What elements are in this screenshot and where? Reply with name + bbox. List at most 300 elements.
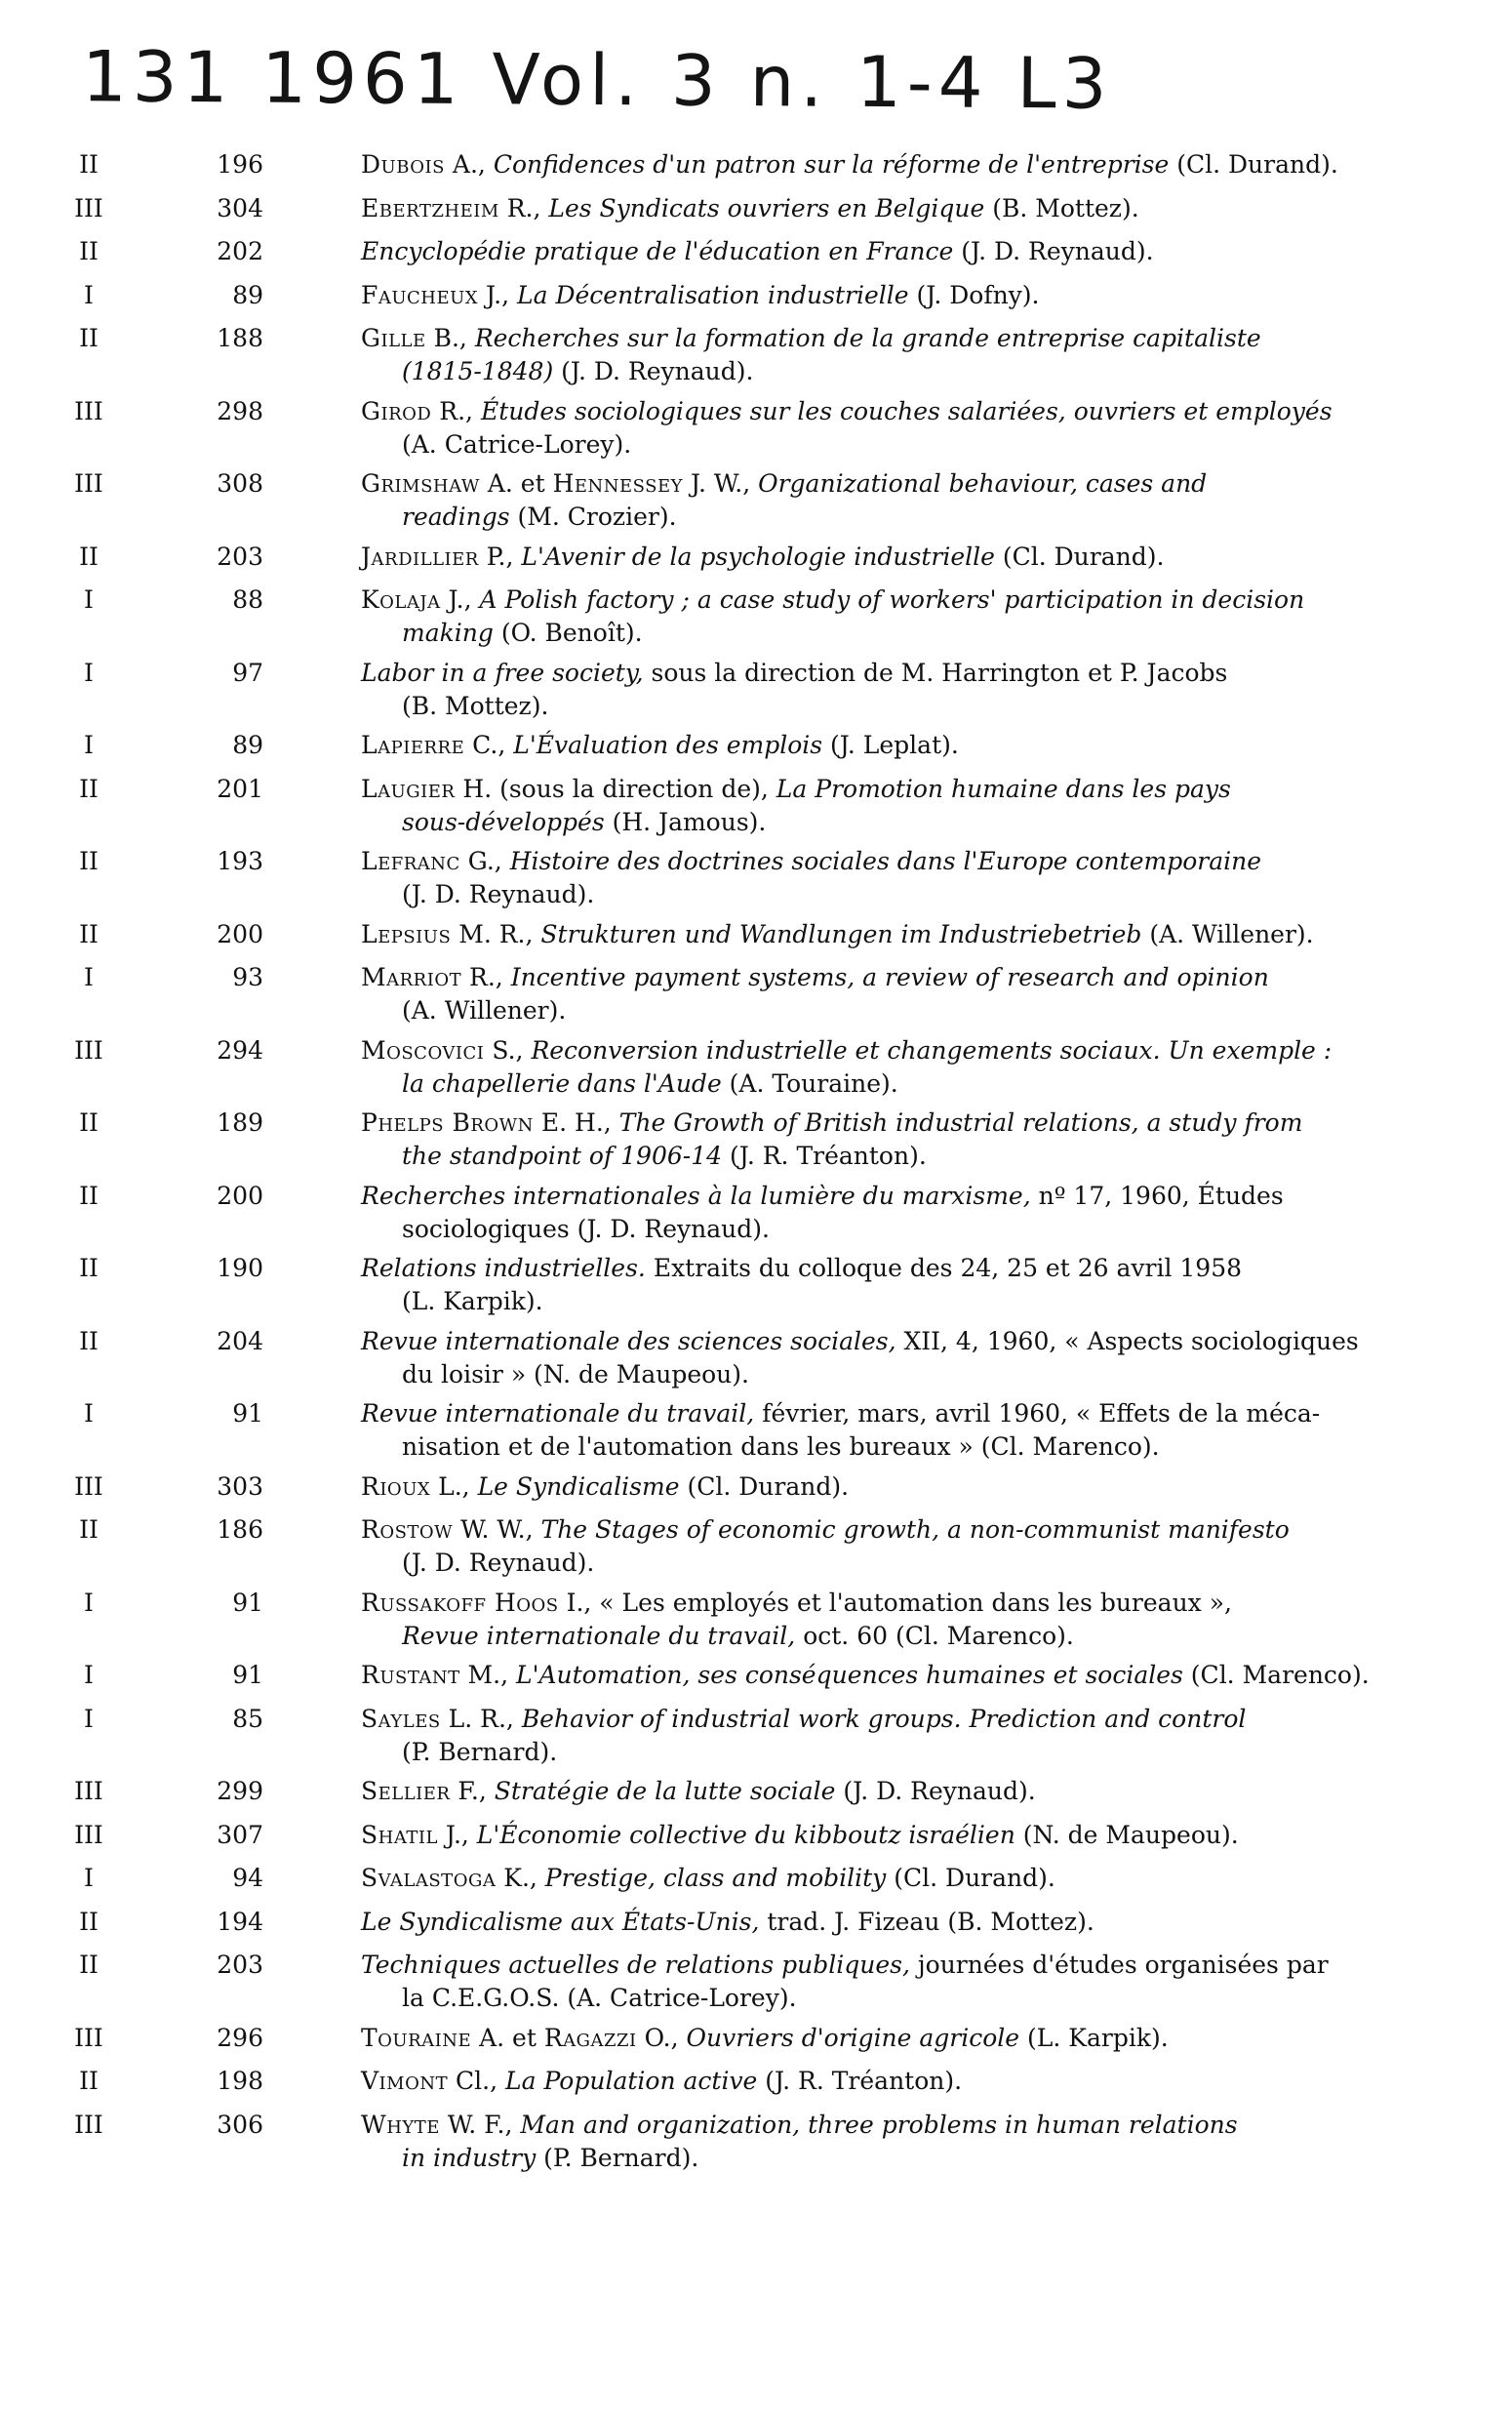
- reviewer: (H. Jamous).: [604, 807, 767, 836]
- entry-text: [361, 235, 1383, 268]
- list-item: [0, 1034, 1512, 1101]
- volume-number: I: [84, 1588, 94, 1617]
- reviewer: oct. 60 (Cl. Marenco).: [795, 1621, 1074, 1650]
- entry-text: [361, 1325, 1383, 1391]
- entry-line-1: [361, 1819, 1383, 1852]
- work-title: Encyclopédie pratique de l'éducation en France: [361, 237, 954, 265]
- volume-number: III: [74, 1035, 103, 1065]
- author-initials: R.,: [431, 396, 481, 425]
- entry-text: [361, 1513, 1383, 1580]
- list-item: [0, 1587, 1512, 1653]
- author-initials: O.,: [636, 2023, 687, 2052]
- work-title: Stratégie de la lutte sociale: [494, 1777, 836, 1805]
- entry-text: [361, 1034, 1383, 1101]
- list-item: [0, 235, 1512, 272]
- list-item: [0, 1862, 1512, 1899]
- list-item: [0, 1325, 1512, 1391]
- work-title: Reconversion industrielle et changements sociaux. Un exemple :: [531, 1035, 1333, 1065]
- entry-detail: (J. R. Tréanton).: [757, 2067, 963, 2095]
- page-number: 204: [217, 1326, 263, 1355]
- page-number: 307: [217, 1820, 263, 1849]
- work-title: making: [402, 619, 494, 647]
- volume-number: III: [74, 193, 103, 222]
- author-initials: L.,: [430, 1471, 478, 1501]
- entry-line-2: [361, 1285, 1383, 1318]
- work-title: sous-développés: [402, 807, 605, 836]
- entry-text: [361, 1180, 1383, 1246]
- entry-line-1: [361, 845, 1383, 878]
- entry-text: [361, 1659, 1383, 1692]
- entry-text: [361, 1862, 1383, 1895]
- author-initials: H. (sous la direction de),: [455, 774, 776, 803]
- author-initials: K.,: [496, 1864, 545, 1892]
- work-title: Ouvriers d'origine agricole: [686, 2023, 1020, 2052]
- reviewer: nisation et de l'automation dans les bureaux » (Cl. Marenco).: [402, 1432, 1160, 1461]
- reviewer: (B. Mottez).: [402, 691, 549, 720]
- work-title: La Décentralisation industrielle: [516, 280, 909, 309]
- author-name: Dubois: [361, 150, 445, 179]
- author-name: Phelps Brown: [361, 1108, 534, 1137]
- author-name: Sayles: [361, 1704, 441, 1733]
- work-title: Strukturen und Wandlungen im Industriebetrieb: [540, 919, 1142, 948]
- author-name: Faucheux: [361, 280, 479, 309]
- reviewer: la C.E.G.O.S. (A. Catrice-Lorey).: [402, 1984, 797, 2012]
- reviewer: (J. D. Reynaud).: [402, 880, 595, 908]
- author-name: Girod: [361, 396, 432, 425]
- entry-line-2: [361, 878, 1383, 911]
- author-initials: R.,: [461, 963, 511, 991]
- reviewer: (J. D. Reynaud).: [402, 1549, 595, 1577]
- entry-line-2: [361, 617, 1383, 650]
- page-number: 202: [217, 237, 263, 265]
- entry-line-2: [361, 1430, 1383, 1464]
- bibliography-list: [0, 148, 1512, 2181]
- author-name: Laugier: [361, 774, 456, 803]
- work-title: Recherches sur la formation de la grande entreprise capitaliste: [474, 324, 1261, 352]
- entry-line-1: [361, 1862, 1383, 1895]
- entry-detail: sous la direction de M. Harrington et P. Jacobs: [643, 658, 1228, 687]
- work-title: Behavior of industrial work groups. Prediction and control: [521, 1704, 1247, 1733]
- volume-number: II: [79, 1181, 99, 1210]
- entry-line-2: [361, 428, 1383, 462]
- list-item: [0, 584, 1512, 650]
- work-title: readings: [402, 503, 510, 531]
- entry-line-1: [361, 1470, 1383, 1504]
- entry-line-2: [361, 1358, 1383, 1391]
- volume-number: III: [74, 1820, 103, 1849]
- work-title: Revue internationale du travail,: [402, 1621, 796, 1650]
- author-initials: J.,: [437, 1820, 477, 1849]
- volume-number: III: [74, 469, 103, 498]
- entry-text: [361, 657, 1383, 723]
- list-item: [0, 192, 1512, 229]
- author-initials: Cl.,: [448, 2067, 506, 2095]
- work-title: Man and organization, three problems in human relations: [520, 2110, 1238, 2139]
- work-title: A Polish factory ; a case study of workers' participation in decision: [479, 585, 1305, 614]
- volume-number: I: [84, 658, 94, 687]
- author-initials: I., « Les employés et l'automation dans les bureaux »,: [558, 1588, 1232, 1617]
- work-title: Études sociologiques sur les couches salariées, ouvriers et employés: [480, 396, 1333, 425]
- entry-detail: XII, 4, 1960, « Aspects sociologiques: [895, 1326, 1359, 1355]
- entry-detail: (Cl. Marenco).: [1182, 1661, 1370, 1689]
- entry-line-1: [361, 773, 1383, 806]
- work-title: L'Automation, ses conséquences humaines et sociales: [516, 1661, 1183, 1689]
- work-title: L'Évaluation des emplois: [513, 731, 823, 759]
- page-number: 186: [217, 1515, 263, 1544]
- entry-line-1: [361, 395, 1383, 428]
- entry-line-1: [361, 541, 1383, 574]
- entry-detail: trad. J. Fizeau (B. Mottez).: [759, 1907, 1094, 1936]
- page-number: 91: [232, 1661, 263, 1689]
- entry-text: [361, 584, 1383, 650]
- volume-number: I: [84, 963, 94, 991]
- entry-line-1: [361, 1659, 1383, 1692]
- page-number: 189: [217, 1108, 263, 1137]
- entry-line-1: [361, 1180, 1383, 1213]
- entry-text: [361, 467, 1383, 534]
- entry-line-2: [361, 1547, 1383, 1580]
- entry-line-1: [361, 918, 1383, 951]
- author-name: Svalastoga: [361, 1864, 497, 1892]
- entry-line-2: [361, 1736, 1383, 1769]
- list-item: [0, 1659, 1512, 1696]
- author-name: Lepsius: [361, 919, 452, 948]
- work-title: The Growth of British industrial relations, a study from: [618, 1108, 1303, 1137]
- entry-line-1: [361, 2022, 1383, 2055]
- volume-number: I: [84, 1661, 94, 1689]
- page-number: 298: [217, 396, 263, 425]
- entry-detail: (B. Mottez).: [984, 193, 1139, 222]
- entry-line-1: [361, 279, 1383, 312]
- author-initials: R.,: [498, 193, 549, 222]
- list-item: [0, 1107, 1512, 1173]
- volume-number: III: [74, 1777, 103, 1805]
- entry-detail: (J. D. Reynaud).: [953, 237, 1154, 265]
- entry-detail: (N. de Maupeou).: [1015, 1820, 1239, 1849]
- handwritten-annotation: 131 1961 Vol. 3 n. 1-4 L3: [81, 35, 1113, 125]
- author-name: Russakoff Hoos: [361, 1588, 559, 1617]
- volume-number: III: [74, 1471, 103, 1501]
- volume-number: II: [79, 847, 99, 875]
- volume-number: II: [79, 919, 99, 948]
- work-title: L'Avenir de la psychologie industrielle: [521, 542, 995, 571]
- volume-number: I: [84, 731, 94, 759]
- page-number: 89: [232, 731, 263, 759]
- author-name: Marriot: [361, 963, 462, 991]
- list-item: [0, 1180, 1512, 1246]
- reviewer: (J. R. Tréanton).: [722, 1142, 927, 1170]
- entry-text: [361, 148, 1383, 181]
- reviewer: (M. Crozier).: [509, 503, 677, 531]
- entry-detail: Extraits du colloque des 24, 25 et 26 avril 1958: [645, 1254, 1243, 1282]
- list-item: [0, 467, 1512, 534]
- list-item: [0, 1513, 1512, 1580]
- author-name: Vimont: [361, 2067, 449, 2095]
- page-number: 304: [217, 193, 263, 222]
- list-item: [0, 541, 1512, 578]
- entry-text: [361, 1703, 1383, 1769]
- author-name: Ebertzheim: [361, 193, 499, 222]
- entry-line-1: [361, 1513, 1383, 1547]
- entry-line-2: [361, 690, 1383, 723]
- entry-text: [361, 918, 1383, 951]
- author-name: Hennessey: [552, 469, 684, 498]
- reviewer: (L. Karpik).: [402, 1287, 543, 1315]
- author-name: Rostow: [361, 1515, 454, 1544]
- entry-line-2: [361, 1067, 1383, 1101]
- list-item: [0, 845, 1512, 911]
- author-name: Touraine: [361, 2023, 472, 2052]
- page-number: 89: [232, 280, 263, 309]
- author-name: Gille: [361, 324, 426, 352]
- reviewer: (A. Catrice-Lorey).: [402, 429, 632, 459]
- work-title: in industry: [402, 2143, 537, 2172]
- volume-number: III: [74, 396, 103, 425]
- entry-detail: nº 17, 1960, Études: [1030, 1181, 1284, 1210]
- entry-line-2: [361, 355, 1383, 388]
- work-title: Revue internationale du travail,: [361, 1399, 755, 1428]
- list-item: [0, 773, 1512, 839]
- entry-line-1: [361, 1325, 1383, 1358]
- entry-detail: février, mars, avril 1960, « Effets de la méca-: [754, 1399, 1321, 1428]
- author-initials: S.,: [484, 1035, 532, 1065]
- page-number: 194: [217, 1907, 263, 1936]
- list-item: [0, 148, 1512, 185]
- entry-line-1: [361, 2065, 1383, 2098]
- volume-number: II: [79, 542, 99, 571]
- entry-text: [361, 729, 1383, 762]
- volume-number: II: [79, 150, 99, 179]
- entry-text: [361, 279, 1383, 312]
- page-number: 85: [232, 1704, 263, 1733]
- list-item: [0, 2022, 1512, 2059]
- page-number: 299: [217, 1777, 263, 1805]
- entry-line-1: [361, 1107, 1383, 1140]
- author-name: Jardillier: [361, 542, 479, 571]
- list-item: [0, 322, 1512, 388]
- volume-number: II: [79, 2067, 99, 2095]
- entry-text: [361, 2022, 1383, 2055]
- list-item: [0, 1703, 1512, 1769]
- list-item: [0, 1397, 1512, 1464]
- volume-number: I: [84, 1864, 94, 1892]
- author-initials: F.,: [450, 1777, 495, 1805]
- page-number: 198: [217, 2067, 263, 2095]
- page-number: 201: [217, 774, 263, 803]
- entry-line-2: [361, 1982, 1383, 2015]
- author-name: Ragazzi: [543, 2023, 637, 2052]
- volume-number: III: [74, 2110, 103, 2139]
- entry-text: [361, 2109, 1383, 2175]
- entry-detail: (J. Leplat).: [822, 731, 959, 759]
- entry-detail: (J. Dofny).: [908, 280, 1040, 309]
- work-title: Histoire des doctrines sociales dans l'Europe contemporaine: [509, 847, 1261, 875]
- author-initials: W. W.,: [453, 1515, 541, 1544]
- reviewer: (O. Benoît).: [493, 619, 643, 647]
- page-number: 88: [232, 585, 263, 614]
- entry-line-1: [361, 1252, 1383, 1285]
- author-name: Grimshaw: [361, 469, 480, 498]
- entry-line-1: [361, 584, 1383, 617]
- list-item: [0, 1775, 1512, 1812]
- list-item: [0, 1906, 1512, 1943]
- volume-number: II: [79, 1326, 99, 1355]
- list-item: [0, 961, 1512, 1027]
- page-number: 188: [217, 324, 263, 352]
- author-initials: L. R.,: [440, 1704, 522, 1733]
- volume-number: II: [79, 1951, 99, 1979]
- list-item: [0, 657, 1512, 723]
- entry-line-2: [361, 1620, 1383, 1653]
- author-initials: M.,: [459, 1661, 516, 1689]
- page-number: 303: [217, 1471, 263, 1501]
- author-initials: C.,: [464, 731, 514, 759]
- reviewer: sociologiques (J. D. Reynaud).: [402, 1214, 770, 1243]
- author-name: Rustant: [361, 1661, 460, 1689]
- list-item: [0, 1252, 1512, 1318]
- entry-text: [361, 1107, 1383, 1173]
- volume-number: I: [84, 585, 94, 614]
- volume-number: II: [79, 1254, 99, 1282]
- work-title: La Promotion humaine dans les pays: [776, 774, 1231, 803]
- entry-text: [361, 773, 1383, 839]
- work-title: (1815-1848): [402, 357, 554, 385]
- entry-line-1: [361, 1034, 1383, 1067]
- list-item: [0, 1470, 1512, 1508]
- entry-line-1: [361, 322, 1383, 355]
- page-number: 200: [217, 919, 263, 948]
- entry-text: [361, 1775, 1383, 1808]
- author-initials: W. F.,: [439, 2110, 521, 2139]
- entry-text: [361, 845, 1383, 911]
- reviewer: (P. Bernard).: [536, 2143, 699, 2172]
- work-title: Relations industrielles.: [361, 1254, 646, 1282]
- entry-line-1: [361, 235, 1383, 268]
- entry-text: [361, 395, 1383, 462]
- list-item: [0, 279, 1512, 316]
- work-title: the standpoint of 1906-14: [402, 1142, 723, 1170]
- entry-line-2: [361, 994, 1383, 1027]
- entry-line-1: [361, 1949, 1383, 1982]
- entry-text: [361, 192, 1383, 225]
- author-initials: G.,: [459, 847, 510, 875]
- author-name: Shatil: [361, 1820, 438, 1849]
- work-title: The Stages of economic growth, a non-communist manifesto: [540, 1515, 1290, 1544]
- work-title: L'Économie collective du kibboutz israélien: [476, 1820, 1015, 1849]
- entry-text: [361, 1949, 1383, 2015]
- work-title: Recherches internationales à la lumière du marxisme,: [361, 1181, 1031, 1210]
- page-number: 308: [217, 469, 263, 498]
- work-title: La Population active: [505, 2067, 758, 2095]
- page-number: 97: [232, 658, 263, 687]
- author-initials: J.,: [440, 585, 480, 614]
- author-name: Rioux: [361, 1471, 431, 1501]
- list-item: [0, 918, 1512, 955]
- entry-line-1: [361, 2109, 1383, 2142]
- entry-text: [361, 1397, 1383, 1464]
- author-initials: B.,: [425, 324, 475, 352]
- volume-number: II: [79, 324, 99, 352]
- volume-number: II: [79, 1515, 99, 1544]
- entry-line-1: [361, 1906, 1383, 1939]
- entry-line-1: [361, 148, 1383, 181]
- author-initials: A. et: [479, 469, 553, 498]
- list-item: [0, 395, 1512, 462]
- reviewer: du loisir » (N. de Maupeou).: [402, 1359, 749, 1389]
- work-title: Prestige, class and mobility: [544, 1864, 887, 1892]
- page-number: 296: [217, 2023, 263, 2052]
- reviewer: (J. D. Reynaud).: [553, 357, 754, 385]
- entry-line-1: [361, 1397, 1383, 1430]
- entry-text: [361, 1470, 1383, 1504]
- entry-detail: journées d'études organisées par: [909, 1951, 1329, 1979]
- reviewer: (P. Bernard).: [402, 1737, 558, 1766]
- reviewer: (A. Willener).: [402, 996, 567, 1025]
- entry-detail: (A. Willener).: [1141, 919, 1314, 948]
- entry-text: [361, 961, 1383, 1027]
- reviewer: (A. Touraine).: [721, 1068, 898, 1098]
- list-item: [0, 1819, 1512, 1856]
- entry-text: [361, 322, 1383, 388]
- entry-line-1: [361, 1703, 1383, 1736]
- work-title: Le Syndicalisme aux États-Unis,: [361, 1907, 760, 1936]
- entry-detail: (J. D. Reynaud).: [835, 1777, 1036, 1805]
- entry-line-2: [361, 1140, 1383, 1173]
- entry-text: [361, 1906, 1383, 1939]
- entry-text: [361, 1252, 1383, 1318]
- page-number: 196: [217, 150, 263, 179]
- author-name: Whyte: [361, 2110, 440, 2139]
- entry-detail: (Cl. Durand).: [679, 1471, 850, 1501]
- author-initials: M. R.,: [451, 919, 541, 948]
- entry-text: [361, 1819, 1383, 1852]
- entry-text: [361, 541, 1383, 574]
- work-title: Revue internationale des sciences sociales,: [361, 1326, 896, 1355]
- entry-text: [361, 1587, 1383, 1653]
- entry-detail: (Cl. Durand).: [886, 1864, 1055, 1892]
- entry-line-2: [361, 806, 1383, 839]
- author-name: Sellier: [361, 1777, 451, 1805]
- entry-line-2: [361, 501, 1383, 534]
- volume-number: II: [79, 1108, 99, 1137]
- author-name: Kolaja: [361, 585, 441, 614]
- work-title: Le Syndicalisme: [477, 1471, 680, 1501]
- entry-line-2: [361, 1213, 1383, 1246]
- list-item: [0, 1949, 1512, 2015]
- author-name: Lapierre: [361, 731, 465, 759]
- page-number: 91: [232, 1399, 263, 1428]
- entry-line-1: [361, 729, 1383, 762]
- list-item: [0, 2065, 1512, 2102]
- work-title: Organizational behaviour, cases and: [758, 469, 1208, 498]
- entry-line-2: [361, 2142, 1383, 2175]
- entry-line-1: [361, 961, 1383, 994]
- work-title: Techniques actuelles de relations publiques,: [361, 1951, 910, 1979]
- volume-number: II: [79, 237, 99, 265]
- page-number: 294: [217, 1035, 263, 1065]
- author-initials: E. H.,: [533, 1108, 619, 1137]
- page-number: 203: [217, 542, 263, 571]
- entry-detail: (L. Karpik).: [1019, 2023, 1169, 2052]
- entry-line-1: [361, 657, 1383, 690]
- author-initials: A. et: [471, 2023, 544, 2052]
- entry-detail: (Cl. Durand).: [1169, 150, 1338, 179]
- page-number: 193: [217, 847, 263, 875]
- page-number: 94: [232, 1864, 263, 1892]
- list-item: [0, 2109, 1512, 2175]
- page-number: 93: [232, 963, 263, 991]
- entry-line-1: [361, 192, 1383, 225]
